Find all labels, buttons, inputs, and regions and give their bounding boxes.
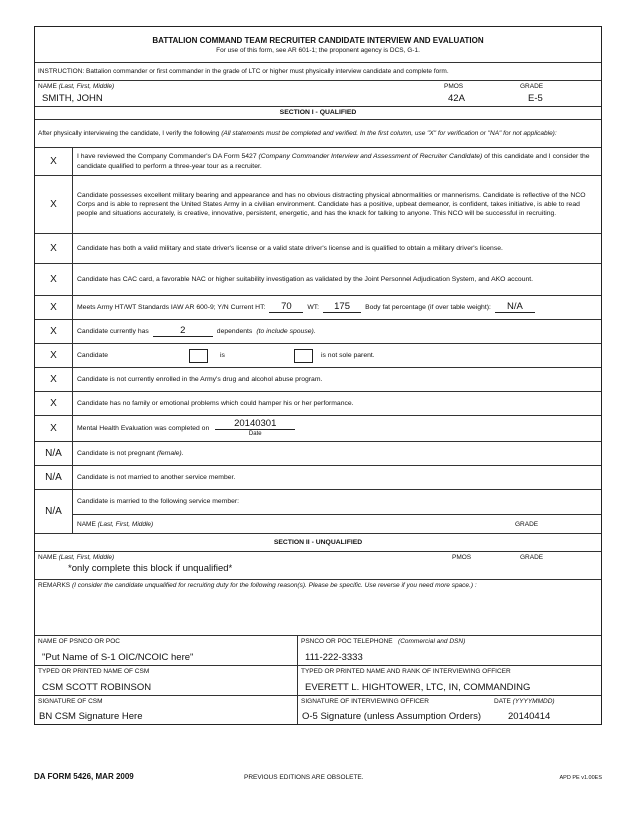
verification-mark[interactable]: X (35, 234, 73, 263)
signature-date-value[interactable]: 20140414 (508, 711, 551, 722)
dependents-field[interactable]: 2 (153, 326, 213, 337)
verification-mark[interactable]: N/A (35, 466, 73, 489)
form-title: BATTALION COMMAND TEAM RECRUITER CANDIDATE INTERVIEW AND EVALUATION (152, 35, 484, 45)
candidate-name-field[interactable] (35, 81, 441, 106)
body-fat-field[interactable]: N/A (495, 302, 535, 313)
name-label: NAME (38, 83, 57, 90)
item-text: Candidate has CAC card, a favorable NAC or higher suitability investigation as validated by the Joint Personnel Adjudication System, and AKO account. (77, 275, 534, 283)
verification-mark[interactable]: X (35, 368, 73, 391)
unqualified-name-row (35, 552, 601, 580)
form-header (35, 27, 601, 63)
date-label: Date (248, 430, 262, 437)
verification-mark[interactable]: X (35, 176, 73, 233)
officer-name-field[interactable]: TYPED OR PRINTED NAME AND RANK OF INTERVIEWING OFFICER EVERETT L. HIGHTOWER, LTC, IN, COMMANDING (301, 668, 531, 693)
recruiter-evaluation-form (34, 26, 602, 725)
officer-signature-field[interactable]: SIGNATURE OF INTERVIEWING OFFICER DATE (YYYYMMDD) O-5 Signature (unless Assumption Orders) 20140414 (298, 696, 601, 724)
checklist-item (35, 176, 601, 234)
checklist-item-married: N/A Candidate is married to the following service member: NAME (Last, First, Middle) GRADE (35, 490, 601, 534)
grade-value: E-5 (528, 93, 543, 104)
grade-label: GRADE (520, 83, 544, 90)
verification-mark[interactable]: X (35, 148, 73, 175)
poc-row (35, 636, 601, 666)
grade-field[interactable] (517, 81, 601, 106)
weight-field[interactable]: 175 (323, 302, 361, 313)
pmos-value: 42A (448, 93, 465, 104)
unqualified-pmos-label: PMOS (452, 554, 472, 561)
candidate-name-row (35, 81, 601, 107)
pmos-field[interactable] (441, 81, 517, 106)
verification-mark[interactable]: X (35, 296, 73, 319)
checklist-item-mental-health: X Mental Health Evaluation was completed on 20140301 Date (35, 416, 601, 442)
verification-mark[interactable]: X (35, 344, 73, 367)
verification-mark[interactable]: X (35, 264, 73, 295)
checklist-item-dependents: X Candidate currently has 2 dependents (to include spouse). (35, 320, 601, 344)
names-row (35, 666, 601, 696)
checklist-item: N/A Candidate is not pregnant (female). (35, 442, 601, 466)
section-one-title: SECTION I - QUALIFIED (35, 107, 601, 120)
intro-italic: (All statements must be completed and verified. In the first column, use "X" for verification or "NA" for not applicable): (221, 129, 557, 137)
intro-text: After physically interviewing the candidate, I verify the following (38, 129, 220, 137)
signature-row (35, 696, 601, 724)
checklist-item (35, 234, 601, 264)
csm-name-field[interactable]: TYPED OR PRINTED NAME OF CSM CSM SCOTT ROBINSON (35, 666, 298, 695)
section-one-intro (35, 120, 601, 148)
is-not-sole-parent-checkbox[interactable] (294, 349, 313, 363)
verification-mark[interactable]: N/A (35, 490, 73, 533)
form-version: APD PE v1.00ES (559, 775, 602, 781)
checklist-item-sole-parent: X Candidate is is not sole parent. (35, 344, 601, 368)
checklist-item (35, 466, 601, 490)
is-sole-parent-checkbox[interactable] (189, 349, 208, 363)
item-text: Candidate has no family or emotional problems which could hamper his or her performance. (77, 399, 354, 407)
instruction-text: INSTRUCTION: Battalion commander or first commander in the grade of LTC or higher must physically interview candidate and complete form. (38, 68, 449, 75)
spouse-name-field[interactable]: NAME (Last, First, Middle) GRADE (77, 520, 539, 528)
item-text: Candidate has both a valid military and state driver's license or a valid state driver's license and is qualified to obtain a military driver's license. (77, 244, 503, 252)
form-number: DA FORM 5426, MAR 2009 (34, 772, 134, 781)
checklist-item-htwt: X Meets Army HT/WT Standards IAW AR 600-9; Y/N Current HT: 70 WT: 175 Body fat percentage (if over table weight): N/A (35, 296, 601, 320)
checklist-item (35, 264, 601, 296)
pmos-label: PMOS (444, 83, 464, 90)
editions-note: PREVIOUS EDITIONS ARE OBSOLETE. (244, 774, 364, 781)
form-subtitle: For use of this form, see AR 601-1; the proponent agency is DCS, G-1. (216, 46, 420, 54)
verification-mark[interactable]: X (35, 320, 73, 343)
instruction-row (35, 63, 601, 81)
form-footer (34, 772, 602, 781)
unqualified-name-field[interactable]: NAME (Last, First, Middle) *only complete this block if unqualified* (35, 552, 449, 579)
verification-mark[interactable]: N/A (35, 442, 73, 465)
csm-signature-field[interactable]: SIGNATURE OF CSM BN CSM Signature Here (35, 696, 298, 724)
section-two-title: SECTION II - UNQUALIFIED (35, 534, 601, 552)
item-text: Candidate is not married to another service member. (77, 473, 236, 481)
unqualified-note: *only complete this block if unqualified* (68, 563, 233, 574)
verification-mark[interactable]: X (35, 392, 73, 415)
remarks-field[interactable] (35, 580, 601, 636)
checklist-item: X I have reviewed the Company Commander's DA Form 5427 (Company Commander Interview and Assessment of Recruiter Candidate) of this candidate and I consider the candidate qualified to perform a three-year tour as a recruiter. (35, 148, 601, 176)
checklist-item (35, 392, 601, 416)
name-hint: (Last, First, Middle) (58, 83, 115, 90)
remarks-hint: (I consider the candidate unqualified for recruiting duty for the following reason(s). Please be specific. Use reverse if you need more space.) : (71, 582, 477, 589)
checklist-item (35, 368, 601, 392)
item-text: Candidate is not currently enrolled in the Army's drug and alcohol abuse program. (77, 375, 323, 383)
poc-name-field[interactable]: NAME OF PSNCO OR POC "Put Name of S-1 OIC/NCOIC here" (35, 636, 298, 665)
mental-health-date-field[interactable]: 20140301 (215, 419, 295, 430)
item-text: Candidate possesses excellent military bearing and appearance and has no obvious distracting physical abnormalities or mannerisms. Candidate is reflective of the NCO Corps and is able to represent the United States Army in a civilian environment. Candidate has a positive, upbeat demeanor, is confident, takes initiative, is able to read people and situations accurately, is creative, innovative, persistent, energetic, and has the knack for talking to anyone. This NCO will be successful in recruiting. (77, 191, 586, 218)
verification-mark[interactable]: X (35, 416, 73, 441)
poc-telephone-field[interactable]: PSNCO OR POC TELEPHONE (Commercial and DSN) 111-222-3333 (301, 638, 466, 663)
height-field[interactable]: 70 (269, 302, 303, 313)
candidate-name-value: SMITH, JOHN (42, 93, 103, 104)
unqualified-grade-label: GRADE (520, 554, 544, 561)
remarks-label: REMARKS (38, 582, 71, 589)
